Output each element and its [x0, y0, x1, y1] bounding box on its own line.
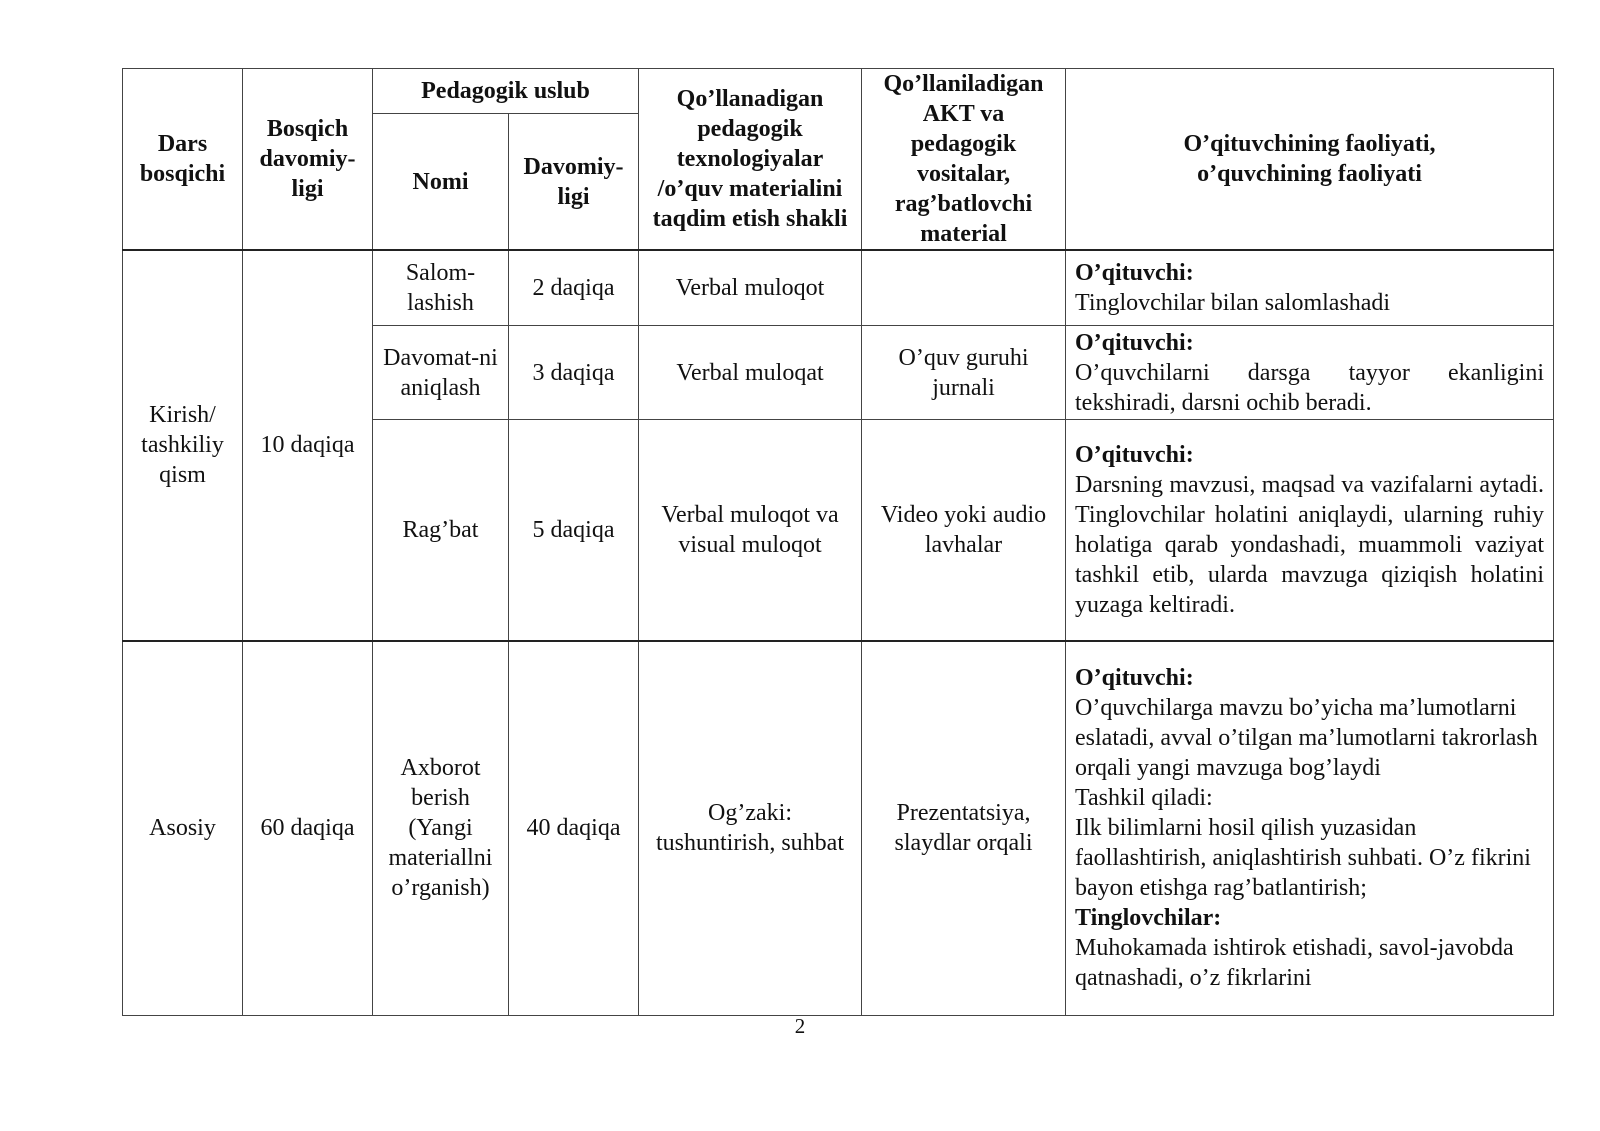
tools-cell — [862, 250, 1066, 325]
activity-text: O’quvchilarga mavzu bo’yicha ma’lumotlarni eslatadi, avval o’tilgan ma’lumotlarni takrorlash orqali yangi mavzuga bog’laydi — [1075, 695, 1538, 782]
method-name-cell: Rag’bat — [373, 420, 509, 641]
activity-role-label: O’qituvchi: — [1075, 441, 1194, 468]
header-stage: Dars bosqichi — [123, 69, 243, 251]
lesson-plan-table — [122, 68, 1554, 1016]
header-method-duration: Davomiy-ligi — [509, 114, 639, 250]
tools-cell: O’quv guruhi jurnali — [862, 325, 1066, 420]
activity-role-label: O’qituvchi: — [1075, 665, 1194, 692]
stage-cell: Kirish/ tashkiliy qism — [123, 250, 243, 641]
header-stage-duration: Bosqich davomiy-ligi — [243, 69, 373, 251]
stage-duration-cell: 10 daqiqa — [243, 250, 373, 641]
technology-cell: Verbal muloqot va visual muloqot — [639, 420, 862, 641]
stage-cell: Asosiy — [123, 641, 243, 1015]
technology-cell: Verbal muloqat — [639, 325, 862, 420]
method-name-cell: Salom-lashish — [373, 250, 509, 325]
activity-text: Tashkil qiladi: — [1075, 785, 1213, 812]
header-technologies: Qo’llanadigan pedagogik texnologiyalar /o’quv materialini taqdim etish shakli — [639, 69, 862, 251]
header-activity: O’qituvchining faoliyati, o’quvchining faoliyati — [1066, 69, 1554, 251]
method-duration-cell: 2 daqiqa — [509, 250, 639, 325]
activity-role-label: O’qituvchi: — [1075, 329, 1194, 356]
activity-role-label: Tinglovchilar: — [1075, 905, 1222, 932]
activity-cell — [1066, 420, 1554, 641]
activity-text: Tinglovchilar bilan salomlashadi — [1075, 289, 1391, 316]
table-row — [123, 250, 1554, 325]
method-name-cell: Axborot berish (Yangi materiallni o’rganish) — [373, 641, 509, 1015]
activity-text: Muhokamada ishtirok etishadi, savol-javobda qatnashadi, o’z fikrlarini — [1075, 935, 1514, 992]
method-duration-cell: 3 daqiqa — [509, 325, 639, 420]
table-row — [123, 641, 1554, 1015]
activity-cell — [1066, 325, 1554, 420]
page-number: 2 — [794, 1014, 806, 1038]
technology-cell: Verbal muloqot — [639, 250, 862, 325]
method-name-cell: Davomat-ni aniqlash — [373, 325, 509, 420]
header-method-name: Nomi — [373, 114, 509, 250]
technology-cell: Og’zaki: tushuntirish, suhbat — [639, 641, 862, 1015]
stage-duration-cell: 60 daqiqa — [243, 641, 373, 1015]
tools-cell: Video yoki audio lavhalar — [862, 420, 1066, 641]
header-tools: Qo’llaniladigan AKT va pedagogik vositalar, rag’batlovchi material — [862, 69, 1066, 251]
activity-text: Ilk bilimlarni hosil qilish yuzasidan faollashtirish, aniqlashtirish suhbati. O’z fikrini bayon etishga rag’batlantirish; — [1075, 815, 1531, 902]
activity-role-label: O’qituvchi: — [1075, 259, 1194, 286]
method-duration-cell: 5 daqiqa — [509, 420, 639, 641]
activity-text: O’quvchilarni darsga tayyor ekanligini tekshiradi, darsni ochib beradi. — [1075, 359, 1545, 416]
activity-text: Darsning mavzusi, maqsad va vazifalarni aytadi. Tinglovchilar holatini aniqlaydi, ularning ruhiy holatiga qarab yondashadi, muammoli vaziyat tashkil etib, ularda mavzuga qiziqish holatini yuzaga keltiradi. — [1075, 471, 1545, 618]
method-duration-cell: 40 daqiqa — [509, 641, 639, 1015]
tools-cell: Prezentatsiya, slaydlar orqali — [862, 641, 1066, 1015]
activity-cell — [1066, 250, 1554, 325]
activity-cell — [1066, 641, 1554, 1015]
header-method-group: Pedagogik uslub — [373, 69, 639, 114]
